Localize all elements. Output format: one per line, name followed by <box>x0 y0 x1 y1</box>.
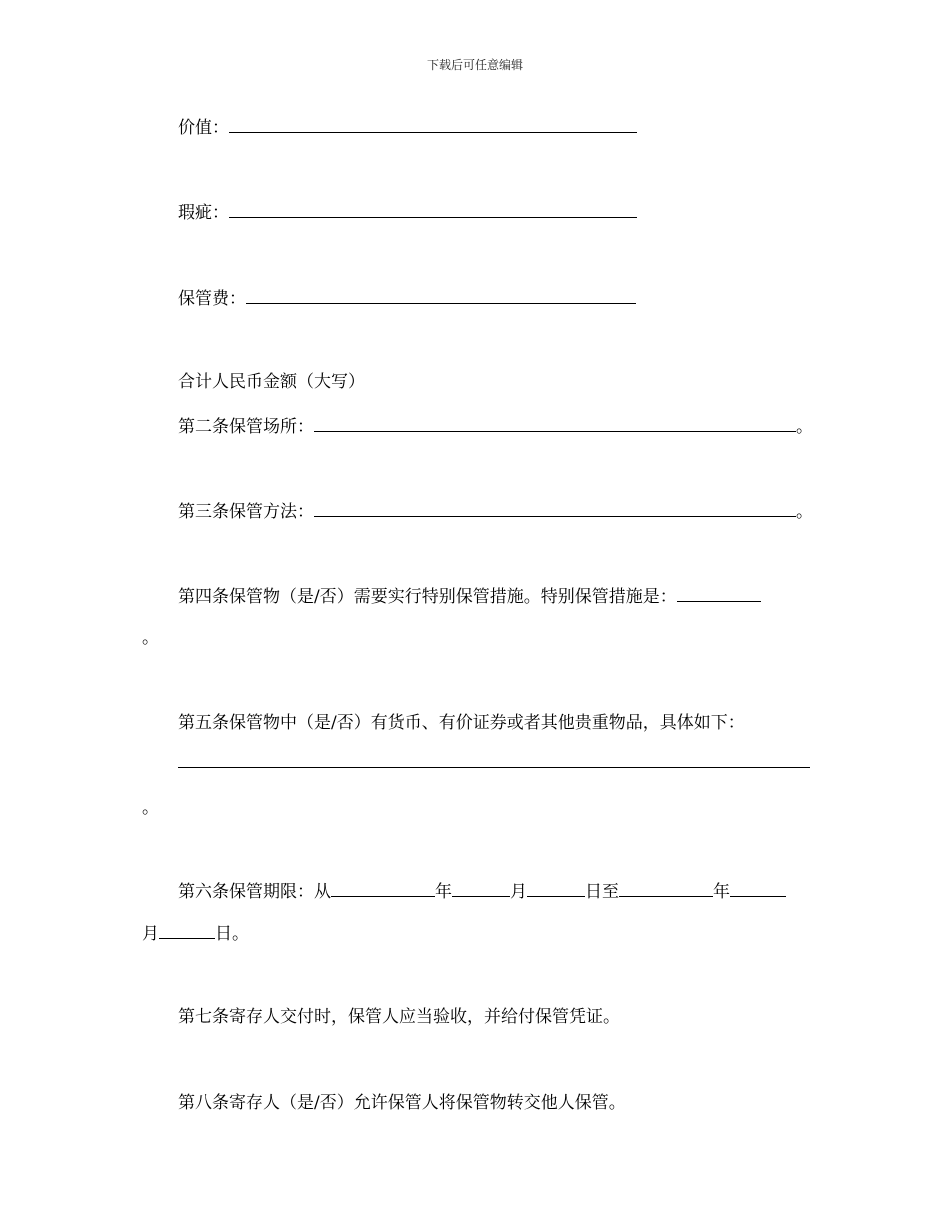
total-amount-line <box>178 370 365 394</box>
end-month-label: 月 <box>142 924 159 944</box>
special-measures-field[interactable] <box>677 583 761 602</box>
start-month-label: 月 <box>510 882 527 902</box>
value-line <box>178 114 637 140</box>
valuables-details-field[interactable] <box>178 767 810 768</box>
article-4-line <box>178 583 761 609</box>
flaw-label: 瑕疵： <box>178 203 229 223</box>
article-4-end: 。 <box>142 628 159 648</box>
flaw-line <box>178 199 637 225</box>
article-4-text: 第四条保管物（是/否）需要实行特别保管措施。特别保管措施是： <box>178 587 677 607</box>
end-day-label: 日。 <box>215 924 249 944</box>
start-month-field[interactable] <box>452 878 510 897</box>
article-3-line <box>178 498 813 524</box>
flaw-field[interactable] <box>229 199 637 218</box>
article-2-label: 第二条保管场所： <box>178 417 314 437</box>
start-day-to-label: 日至 <box>585 882 619 902</box>
article-3-label: 第三条保管方法： <box>178 502 314 522</box>
start-year-label: 年 <box>435 882 452 902</box>
end-year-field[interactable] <box>619 878 713 897</box>
fee-field[interactable] <box>246 285 636 304</box>
article-6-line-2 <box>142 920 249 946</box>
article-5-end: 。 <box>142 798 159 818</box>
article-2-line <box>178 413 813 439</box>
fee-label: 保管费： <box>178 289 246 309</box>
value-label: 价值： <box>178 118 229 138</box>
article-8-text: 第八条寄存人（是/否）允许保管人将保管物转交他人保管。 <box>178 1093 626 1113</box>
article-6-line <box>178 878 786 904</box>
article-7-text: 第七条寄存人交付时，保管人应当验收，并给付保管凭证。 <box>178 1007 620 1027</box>
article-3-period: 。 <box>796 502 813 522</box>
end-year-label: 年 <box>713 882 730 902</box>
storage-method-field[interactable] <box>314 498 796 517</box>
end-month-field[interactable] <box>730 878 786 897</box>
article-6-label: 第六条保管期限：从 <box>178 882 331 902</box>
article-2-period: 。 <box>796 417 813 437</box>
value-field[interactable] <box>229 114 637 133</box>
total-amount-label: 合计人民币金额（大写） <box>178 372 365 392</box>
start-year-field[interactable] <box>331 878 435 897</box>
fee-line <box>178 285 636 311</box>
page-header: 下载后可任意编辑 <box>426 58 523 72</box>
start-day-field[interactable] <box>527 878 585 897</box>
end-day-field[interactable] <box>159 920 215 939</box>
article-5-text: 第五条保管物中（是/否）有货币、有价证券或者其他贵重物品，具体如下： <box>178 713 745 733</box>
storage-place-field[interactable] <box>314 413 796 432</box>
